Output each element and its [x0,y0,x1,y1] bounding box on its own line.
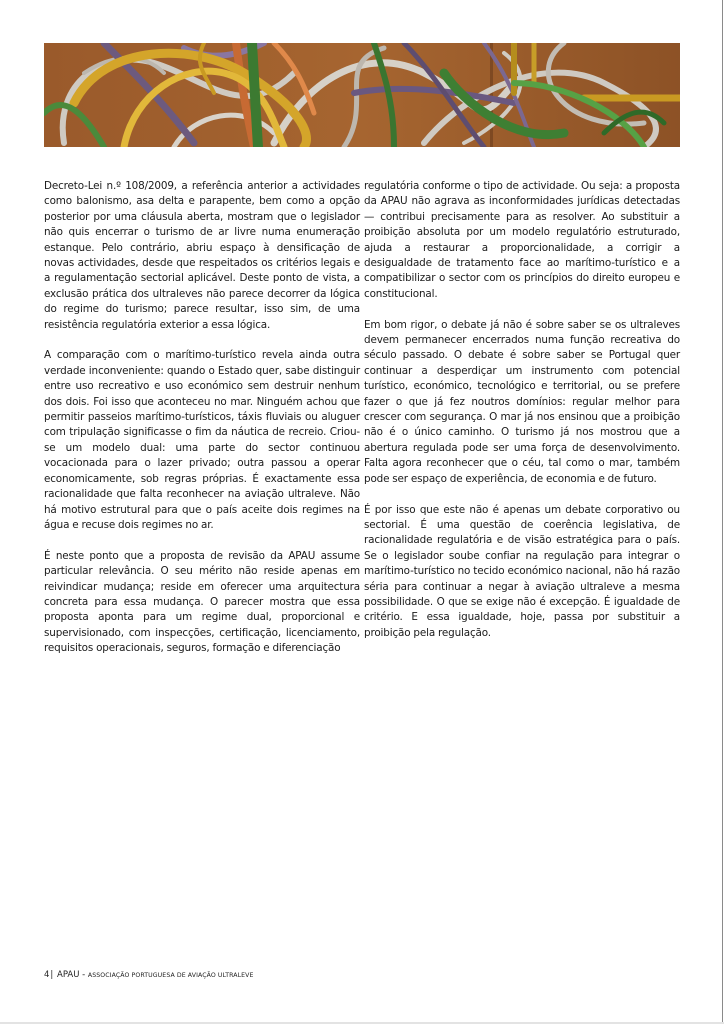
paragraph: Decreto-Lei n.º 108/2009, a referência anterior a actividades como balonismo, asa delta e parapente, bem como a opção posterior por uma cláusula aberta, mostram que o legislador não quis encerrar o turismo de ar livre numa enumeração estanque. Pelo contrário, abriu espaço à densificação de novas actividades, desde que respeitados os critérios legais e a regulamentação sectorial aplicável. Deste ponto de vista, a exclusão prática dos ultraleves não parece decorrer da lógica do regime do turismo; parece resultar, isso sim, de uma resistência regulatória exterior a essa lógica. [44,180,360,331]
paragraph: Em bom rigor, o debate já não é sobre saber se os ultraleves devem permanecer encerrados numa função recreativa do século passado. O debate é sobre saber se Portugal quer continuar a desperdiçar um instrumento com potencial turístico, económico, tecnológico e territorial, ou se prefere fazer o que já fez noutros domínios: regular melhor para crescer com segurança. O mar já nos ensinou que a proibição não é o único caminho. O turismo já nos mostrou que a abertura regulada pode ser uma força de desenvolvimento. Falta agora reconhecer que o céu, tal como o mar, também pode ser espaço de experiência, de economia e de futuro. [364,318,680,485]
page-footer [44,970,254,980]
footer-dash: - [82,970,86,980]
page-edge [722,0,723,1024]
paragraph: É por isso que este não é apenas um debate corporativo ou sectorial. É uma questão de coerência legislativa, de racionalidade regulatória e de visão estratégica para o país. Se o legislador soube confiar na regulação para integrar o marítimo-turístico no tecido económico nacional, não há razão séria para continuar a negar à aviação ultraleve a mesma possibilidade. O que se exige não é excepção. É igualdade de critério. E essa igualdade, hoje, passa por substituir a proibição pela regulação. [364,503,680,639]
article-column-left [44,179,360,672]
article-body [44,179,680,672]
organization-acronym: APAU [57,970,80,980]
organization-name: ASSOCIAÇÃO PORTUGUESA DE AVIAÇÃO ULTRALEVE [87,972,254,979]
paragraph: regulatória conforme o tipo de actividade. Ou seja: a proposta da APAU não agrava as inconformidades jurídicas detectadas — contribui precisamente para as resolver. Ao substituir a proibição absoluta por um modelo regulatório estruturado, ajuda a restaurar a proporcionalidade, a corrigir a desigualdade de tratamento face ao marítimo-turístico e a compatibilizar o sector com os princípios do direito europeu e constitucional. [364,180,680,300]
page-number: 4 [44,970,50,980]
footer-separator: | [50,970,54,980]
header-banner-image [44,43,680,147]
article-column-right [364,179,680,672]
ribbon-sculpture-illustration [44,43,680,147]
paragraph: A comparação com o marítimo-turístico revela ainda outra verdade inconveniente: quando o Estado quer, sabe distinguir entre uso recreativo e uso económico sem destruir nenhum dos dois. Foi isso que aconteceu no mar. Ninguém achou que permitir passeios marítimo-turísticos, táxis fluviais ou aluguer com tripulação significasse o fim da náutica de recreio. Criou-se um modelo dual: uma parte do sector continuou vocacionada para o lazer privado; outra passou a operar economicamente, sob regras próprias. É exactamente essa racionalidade que falta reconhecer na aviação ultraleve. Não há motivo estrutural para que o país aceite dois regimes na água e recuse dois regimes no ar. [44,349,360,531]
paragraph: É neste ponto que a proposta de revisão da APAU assume particular relevância. O seu mérito não reside apenas em reivindicar mudança; reside em oferecer uma arquitectura concreta para essa mudança. O parecer mostra que essa proposta aponta para um regime dual, proporcional e supervisionado, com inspecções, certificação, licenciamento, requisitos operacionais, seguros, formação e diferenciação [44,549,360,655]
